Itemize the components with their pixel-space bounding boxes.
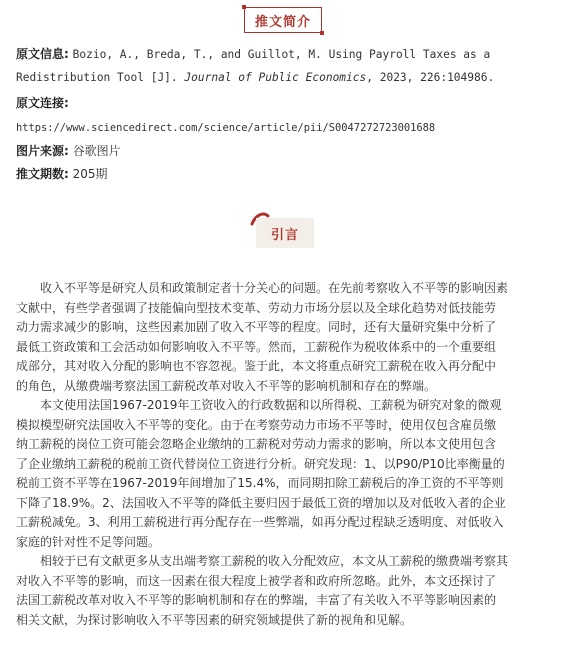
paragraph-line: 工薪税减免。3、利用工薪税进行再分配存在一些弊端，如再分配过程缺乏透明度、对低收入 <box>16 515 504 529</box>
paragraph-line: 本文使用法国1967-2019年工资收入的行政数据和以所得税、工薪税为研究对象的微观 <box>40 398 502 412</box>
paragraph-line: 文献中，有些学者强调了技能偏向型技术变革、劳动力市场分层以及全球化趋势对低技能劳 <box>16 300 497 315</box>
paragraph-line: 法国工薪税改革对收入不平等的影响机制和存在的弊端，丰富了有关收入不平等影响因素的 <box>16 593 497 607</box>
source-line-1 <box>16 46 490 63</box>
article-body <box>16 279 556 630</box>
paragraph-line: 最低工资政策和工会活动如何影响收入不平等。然而，工薪税作为税收体系中的一个重要组 <box>16 339 497 354</box>
image-source-line <box>16 143 121 159</box>
paragraph-line: 相较于已有文献更多从支出端考察工薪税的收入分配效应，本文从工薪税的缴费端考察其 <box>40 554 509 568</box>
issue-value: 205期 <box>72 167 108 181</box>
link-url-line <box>16 119 435 136</box>
source-citation-part1: Bozio, A., Breda, T., and Guillot, M. Using Payroll Taxes as a <box>72 48 491 61</box>
link-line <box>16 95 69 111</box>
paragraph-line: 模拟模型研究法国收入不平等的变化。由于在考察劳动力市场不平等时，使用仅包含雇员缴 <box>16 417 497 432</box>
paragraph-line: 了企业缴纳工薪税的税前工资代替岗位工资进行分析。研究发现：1、以P90/P10比率衡量的 <box>16 456 505 471</box>
journal-name: Journal of Public Economics <box>184 71 367 84</box>
issue-label: 推文期数: <box>16 167 69 181</box>
image-source-value: 谷歌图片 <box>72 144 121 158</box>
source-line-2 <box>16 69 494 86</box>
paragraph-line: 动力需求减少的影响，这些因素加剧了收入不平等的程度。同时，还有大量研究集中分析了 <box>16 320 497 334</box>
paragraph-3 <box>16 552 556 630</box>
image-source-label: 图片来源: <box>16 144 69 158</box>
paragraph-line: 成部分，其对收入分配的影响也不容忽视。鉴于此，本文将重点研究工薪税在收入再分配中 <box>16 359 497 373</box>
paragraph-1 <box>16 279 556 396</box>
paragraph-line: 下降了18.9%。2、法国收入不平等的降低主要归因于最低工资的增加以及对低收入者的企业 <box>16 495 506 510</box>
paragraph-line: 家庭的针对性不足等问题。 <box>16 534 161 549</box>
source-citation-part2: Redistribution Tool [J]. <box>16 71 185 84</box>
header-title: 推文简介 <box>254 14 311 30</box>
header-title-box <box>244 7 322 33</box>
article-link[interactable]: https://www.sciencedirect.com/science/article/pii/S0047272723001688 <box>16 122 436 134</box>
section-heading: 引言 <box>270 227 299 243</box>
link-label: 原文连接: <box>16 96 69 110</box>
issue-line <box>16 166 108 182</box>
paragraph-2 <box>16 396 556 552</box>
paragraph-line: 税前工资不平等在1967-2019年间增加了15.4%，而同期扣除工薪税后的净工资的不平等则 <box>16 476 504 490</box>
source-citation-part3: , 2023, 226:104986. <box>366 71 495 84</box>
section-heading-box <box>256 218 314 248</box>
paragraph-line: 对收入不平等的影响，而这一因素在很大程度上被学者和政府所忽略。此外，本文还探讨了 <box>16 573 497 588</box>
paragraph-line: 收入不平等是研究人员和政策制定者十分关心的问题。在先前考察收入不平等的影响因素 <box>40 281 509 295</box>
paragraph-line: 的角色，从缴费端考察法国工薪税改革对收入不平等的影响机制和存在的弊端。 <box>16 378 437 393</box>
paragraph-line: 纳工薪税的岗位工资可能会忽略企业缴纳的工薪税对劳动力需求的影响，所以本文使用包含 <box>16 437 497 451</box>
paragraph-line: 相关文献，为探讨影响收入不平等因素的研究领域提供了新的视角和见解。 <box>16 612 413 627</box>
source-label: 原文信息: <box>16 47 69 61</box>
